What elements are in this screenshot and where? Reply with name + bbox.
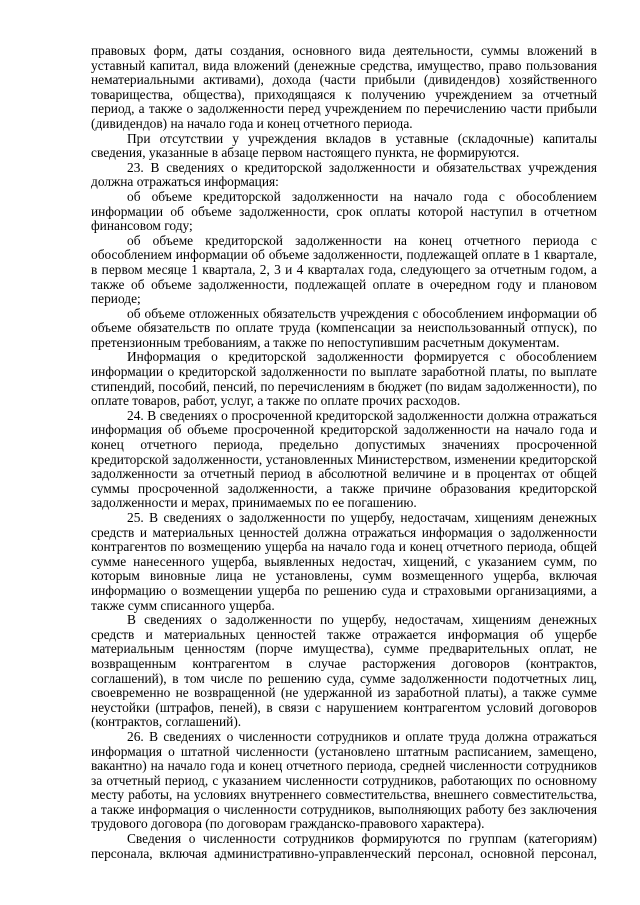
paragraph-payables-end-of-period: об объеме кредиторской задолженности на конец отчетного периода с обособлением информации об объеме задолженности, подлежащей оплате в 1 квартале, в первом месяце 1 квартала, 2, 3 и 4 кварталах года, следующего за отчетным годом, а также об объеме задолженности, подлежащей оплате в очередном году и плановом периоде; xyxy=(91,232,597,307)
paragraph-item-25: 25. В сведениях о задолженности по ущербу, недостачам, хищениям денежных средств и материальных ценностей должна отражаться информация о задолженности контрагентов по возмещению ущерба на начало года и конец отчетного периода, общей сумме нанесенного ущерба, выявленных недостач, хищений, с указанием сумм, по которым виновные лица не установлены, сумм возмещенного ущерба, включая информацию о возмещении ущерба по решению суда и страховыми организациями, а также сумм списанного ущерба. xyxy=(91,510,597,613)
paragraph-item-24: 24. В сведениях о просроченной кредиторской задолженности должна отражаться информация об объеме просроченной кредиторской задолженности на начало года и конец отчетного периода, предельно допустимых значениях просроченной кредиторской задолженности, установленных Министерством, изменении кредиторской задолженности за отчетный период в абсолютной величине и в процентах от общей суммы просроченной задолженности, а также причине образования кредиторской задолженности и мерах, принимаемых по ее погашению. xyxy=(91,407,597,511)
paragraph-payables-breakdown: Информация о кредиторской задолженности формируется с обособлением информации о кредиторской задолженности по выплате заработной платы, по выплате стипендий, пособий, пенсий, по перечислениям в бюджет (по видам задолженности), по оплате товаров, работ, услуг, а также по оплате прочих расходов. xyxy=(91,349,597,409)
paragraph-item-26: 26. В сведениях о численности сотрудников и оплате труда должна отражаться информация о штатной численности (установлено штатным расписанием, замещено, вакантно) на начало года и конец отчетного периода, средней численности сотрудников за отчетный период, с указанием численности сотрудников, работающих по основному месту работы, на условиях внутреннего совместительства, внешнего совместительства, а также информация о численности сотрудников, выполняющих работу без заключения трудового договора (по договорам гражданско-правового характера). xyxy=(91,728,597,832)
paragraph-deferred-obligations: об объеме отложенных обязательств учреждения с обособлением информации об объеме обязательств по оплате труда (компенсации за неиспользованный отпуск), по претензионным требованиям, а также по непоступившим расчетным документам. xyxy=(91,305,597,350)
paragraph-item-23: 23. В сведениях о кредиторской задолженности и обязательствах учреждения должна отражаться информация: xyxy=(91,159,597,190)
paragraph-payables-start-of-year: об объеме кредиторской задолженности на начало года с обособлением информации об объеме задолженности, срок оплаты которой наступил в отчетном финансовом году; xyxy=(91,188,597,234)
paragraph-no-contributions: При отсутствии у учреждения вкладов в уставные (складочные) капиталы сведения, указанные в абзаце первом настоящего пункта, не формируются. xyxy=(91,130,597,161)
paragraph-damage-details: В сведениях о задолженности по ущербу, недостачам, хищениям денежных средств и материальных ценностей также отражается информация об ущербе материальным ценностям (порче имущества), сумме предварительных оплат, не возвращенным контрагентом в случае расторжения договоров (контрактов, соглашений), в том числе по решению суда, сумме задолженности подотчетных лиц, своевременно не возвращенной (не удержанной из заработной платы), а также сумме неустойки (штрафов, пеней), в связи с нарушением контрагентом условий договоров (контрактов, соглашений). xyxy=(91,612,597,730)
paragraph-staff-groups: Сведения о численности сотрудников формируются по группам (категориям) персонала, включая административно-управленческий персонал, основной персонал, xyxy=(91,831,597,861)
paragraph-continuation: правовых форм, даты создания, основного вида деятельности, суммы вложений в уставный капитал, вида вложений (денежные средства, имущество, право пользования нематериальными активами), дохода (части прибыли (дивидендов) хозяйственного товарищества, общества), приходящаяся к получению учреждением за отчетный период, а также о задолженности перед учреждением по перечислению части прибыли (дивидендов) на начало года и конец отчетного периода. xyxy=(91,43,597,131)
